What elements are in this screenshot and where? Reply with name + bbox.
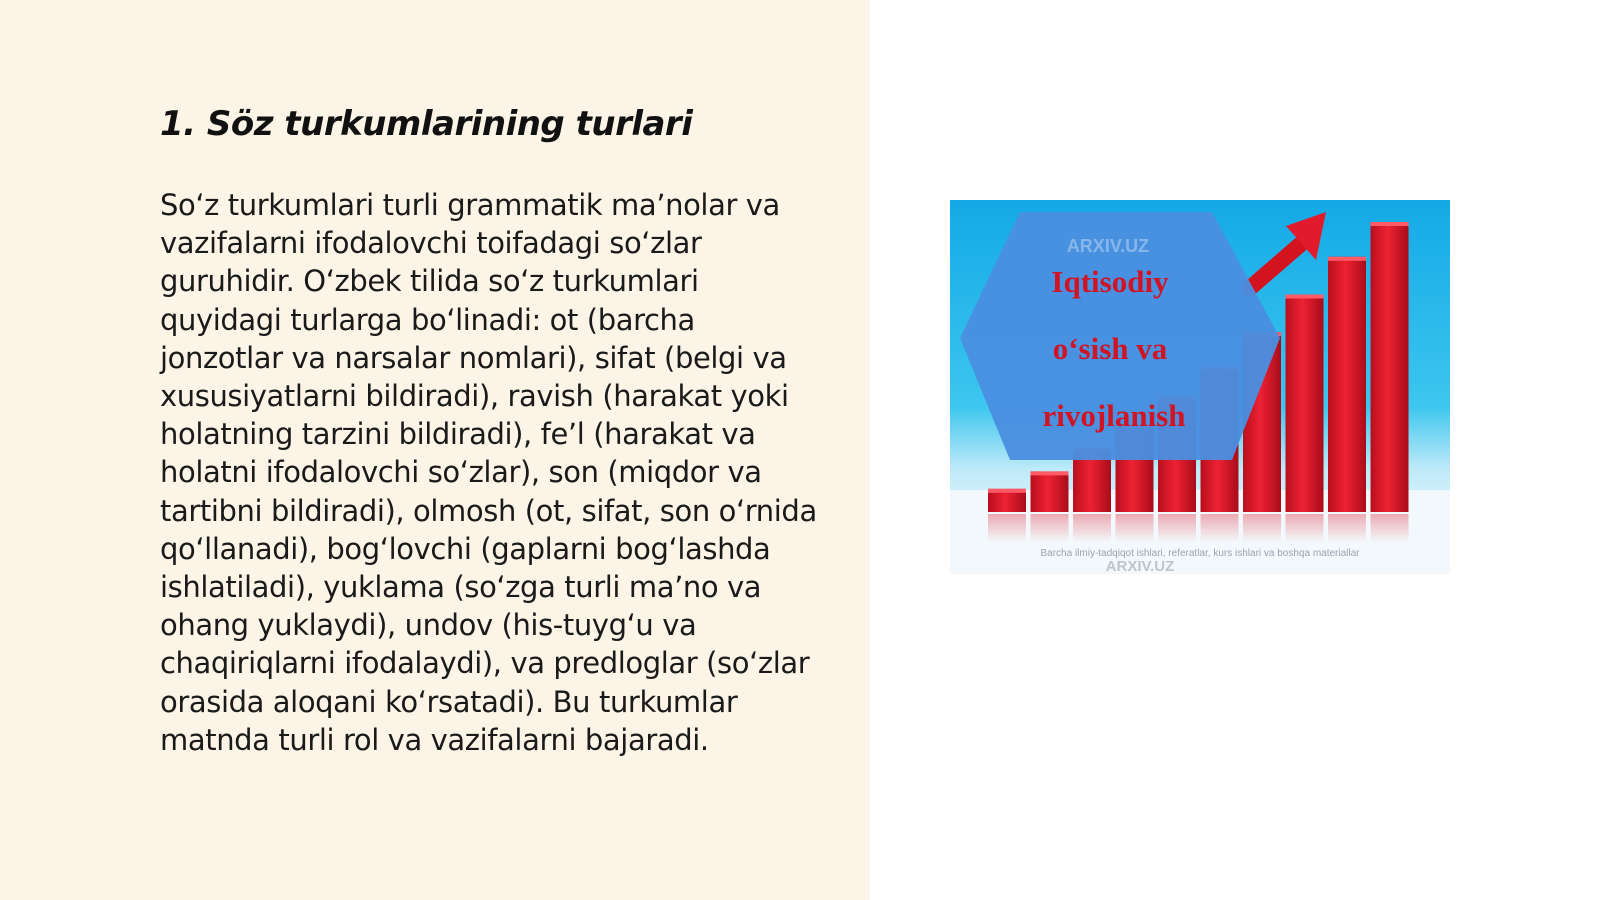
growth-bar-reflection xyxy=(1116,514,1154,542)
growth-bar-reflection xyxy=(1328,514,1366,542)
image-heading-line-1: Iqtisodiy xyxy=(1051,264,1169,299)
growth-bar-reflection xyxy=(1201,514,1239,542)
watermark-bottom: ARXIV.UZ xyxy=(1105,558,1175,574)
growth-bar-reflection xyxy=(1158,514,1196,542)
growth-bar-reflection xyxy=(1286,514,1324,542)
slide-title: 1. Söz turkumlarining turlari xyxy=(160,104,693,144)
growth-bar-top xyxy=(1371,222,1409,226)
growth-bar-reflection xyxy=(1031,514,1069,542)
watermark-top: ARXIV.UZ xyxy=(1066,236,1150,256)
growth-bar-reflection xyxy=(1073,514,1111,542)
growth-bar xyxy=(1371,222,1409,512)
growth-bar-top xyxy=(1286,295,1324,299)
economic-growth-picture xyxy=(950,200,1450,574)
growth-bar-reflection xyxy=(1243,514,1281,542)
growth-bar-reflection xyxy=(1371,514,1409,542)
growth-bar-top xyxy=(1328,257,1366,261)
growth-bar xyxy=(1328,257,1366,512)
growth-bar-reflection xyxy=(988,514,1026,542)
image-heading-line-2: o‘sish va xyxy=(1052,331,1168,366)
growth-bar xyxy=(1286,295,1324,513)
image-caption: Barcha ilmiy-tadqiqot ishlari, referatlar, kurs ishlari va boshqa materiallar xyxy=(1040,548,1360,559)
growth-bar-top xyxy=(1031,471,1069,475)
growth-bar-top xyxy=(988,489,1026,493)
growth-bar xyxy=(1031,471,1069,512)
slide-body-text: So‘z turkumlari turli grammatik ma’nolar va vazifalarni ifodalovchi toifadagi so‘zlar guruhidir. O‘zbek tilida so‘z turkumlari quyidagi turlarga bo‘linadi: ot (barcha jonzotlar va narsalar nomlari), sifat (belgi va xususiyatlarni bildiradi), ravish (harakat yoki holatning tarzini bildiradi), fe’l (harakat va holatni ifodalovchi so‘zlar), son (miqdor va tartibni bildiradi), olmosh (ot, sifat, son o‘rnida qo‘llanadi), bog‘lovchi (gaplarni bog‘lashda ishlatiladi), yuklama (so‘zga turli ma’no va ohang yuklaydi), undov (his-tuyg‘u va chaqiriqlarni ifodalaydi), va predloglar (so‘zlar orasida aloqani ko‘rsatadi). Bu turkumlar matnda turli rol va vazifalarni bajaradi. xyxy=(160,188,817,757)
image-heading-line-3: rivojlanish xyxy=(1042,398,1186,433)
